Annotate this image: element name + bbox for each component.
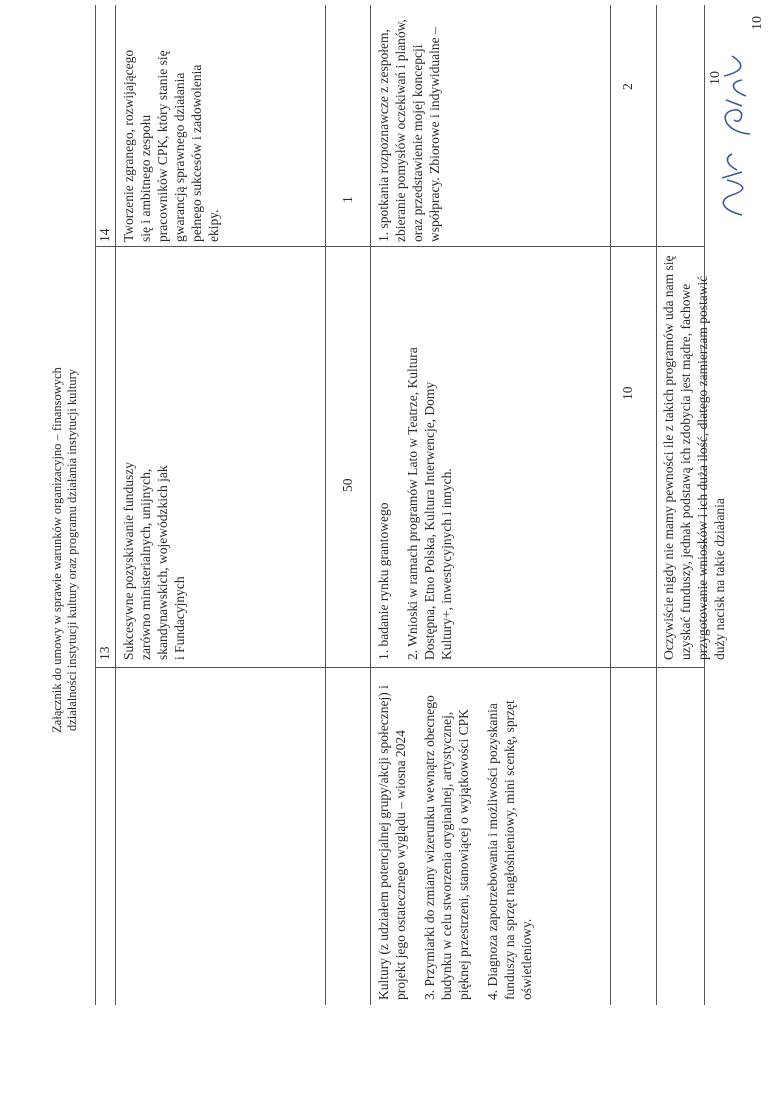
task-item: 1. badanie rynku grantowego [376,502,391,660]
task-item: 1. spotkania rozpoznawcze z zespołem, zbieranie pomysłów oczekiwań i planów, oraz przedstawienie mojej koncepcji współpracy. Zbiorowe i indywidualne – [376,19,442,242]
page-number-bottom: 10 [750,16,765,30]
page-number-top: 10 [708,71,723,85]
task-item: 3. Przymiarki do zmiany wizerunku wewnątrz obecnego budynku w celu stworzenia oryginalnej, artystycznej, pięknej przestrzeni, stanowiącej o wyjątkowości CPK [422,695,471,1000]
tasks-cell-continuation [375,670,547,1000]
tasks-cell [375,12,455,242]
task-item: 4. Diagnoza zapotrzebowania i możliwości pozyskania funduszy na sprzęt nagłośnieniowy, mini scenkę, sprzęt oświetleniowy. [485,700,534,1000]
col-divider-tasks [610,5,611,1005]
document-header [50,0,80,1100]
col-divider-goal [325,5,326,1005]
tasks-cell [375,330,467,660]
goal-cell: Tworzenie zgranego, rozwijającego się i ambitnego zespołu pracowników CPK, który stanie się gwarancją sprawnego działania pełnego sukcesów i zadowolenia ekipy. [121,49,221,242]
table-top-border [95,5,96,1005]
task-item: 2. Wnioski w ramach programów Lato w Teatrze, Kultura Dostępna, Etno Polska, Kultura Interwencje, Domy Kultury+, inwestycyjnych i innych. [405,347,454,660]
value-cell: 1 [340,196,355,203]
signature-scribble-1 [712,150,752,220]
row-divider-12-13 [95,667,705,668]
header-line-1: Załącznik do umowy w sprawie warunków organizacyjno – finansowych [50,367,64,733]
header-line-2: działalności instytucji kultury oraz programu działania instytucji kultury [65,368,79,732]
signature-scribble-2 [712,45,762,140]
comment-cell: Oczywiście nigdy nie mamy pewności ile z takich programów uda nam się uzyskać funduszy, jednak podstawą ich zdobycia jest mądre, fachowe przygotowanie wniosków i ich duża ilość, dlatego zamierzam postawić duży nacisk na takie działania [661,255,727,660]
task-item: Kultury (z udziałem potencjalnej grupy/akcji społecznej) i projekt jego ostatecznego wyglądu – wiosna 2024 [376,685,408,1000]
row-number: 13 [97,646,112,660]
col-divider-target [656,5,657,1005]
col-divider-value [370,5,371,1005]
value-cell: 50 [340,478,355,492]
row-number: 14 [97,228,112,242]
target-cell: 2 [620,83,635,90]
goal-cell: Sukcesywne pozyskiwanie funduszy zarówno ministerialnych, unijnych, skandynawskich, wojewódzkich jak i Fundacyjnych [121,462,187,660]
col-divider-no [115,5,116,1005]
row-divider-13-14 [95,246,705,247]
target-cell: 10 [620,386,635,400]
